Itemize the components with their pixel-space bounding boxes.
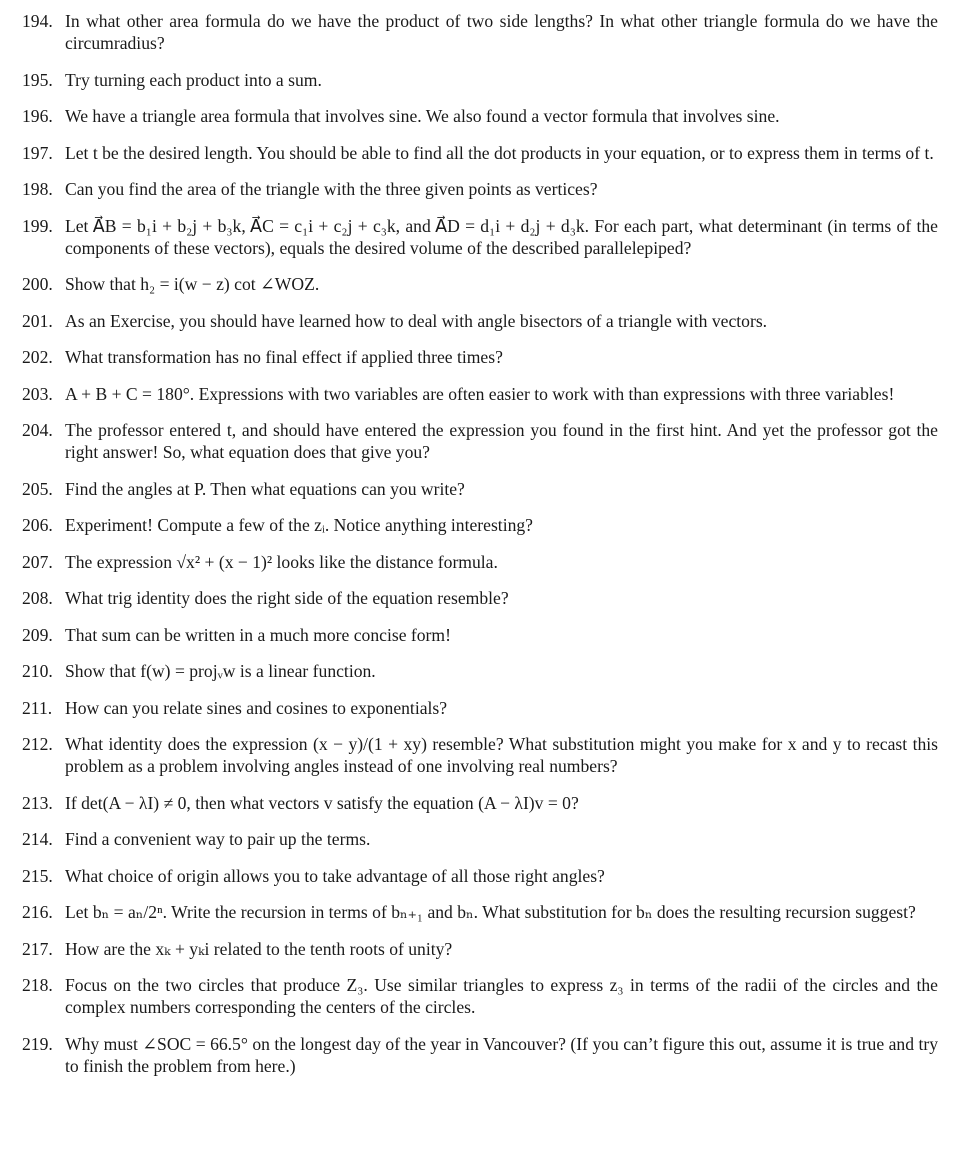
hint-text: What identity does the expression (x − y)/(1 + xy) resemble? What substitution might you make for x and y to recast this problem as a problem involving angles instead of one involving real numbers? (65, 734, 938, 776)
hint-item (22, 865, 938, 887)
hint-number: 214. (22, 829, 53, 849)
hint-item (22, 273, 938, 295)
hint-text: Show that f(w) = projᵥw is a linear function. (65, 661, 376, 681)
hint-number: 194. (22, 11, 53, 31)
hint-number: 217. (22, 938, 53, 959)
hint-list (22, 10, 938, 1091)
hint-item (22, 1033, 938, 1077)
hint-text: Show that h₂ = i(w − z) cot ∠WOZ. (65, 274, 320, 294)
hint-item (22, 660, 938, 682)
hint-text: The professor entered t, and should have entered the expression you found in the first hint. And yet the professor got the right answer! So, what equation does that give you? (65, 420, 938, 462)
hint-item (22, 733, 938, 777)
hint-item (22, 178, 938, 200)
hint-number: 210. (22, 661, 53, 681)
hint-item (22, 310, 938, 332)
hint-number: 208. (22, 588, 53, 608)
hint-number: 216. (22, 902, 53, 922)
hint-text: What trig identity does the right side of the equation resemble? (65, 588, 509, 608)
hint-text: Let bₙ = aₙ/2ⁿ. Write the recursion in terms of bₙ₊₁ and bₙ. What substitution for bₙ does the resulting recursion suggest? (65, 902, 916, 922)
hint-number: 202. (22, 347, 53, 367)
hint-number: 197. (22, 142, 53, 163)
hint-text: Why must ∠SOC = 66.5° on the longest day of the year in Vancouver? (If you can’t figure this out, assume it is true and try to finish the problem from here.) (65, 1033, 938, 1076)
hint-number: 205. (22, 478, 53, 499)
hint-number: 204. (22, 420, 53, 440)
hint-item (22, 478, 938, 500)
hint-item (22, 514, 938, 536)
hint-text: A + B + C = 180°. Expressions with two variables are often easier to work with than expressions with three variables! (65, 383, 895, 404)
hint-item (22, 142, 938, 164)
hint-item (22, 901, 938, 923)
hint-number: 206. (22, 515, 53, 535)
hint-number: 218. (22, 975, 53, 995)
hint-number: 198. (22, 179, 53, 199)
hint-item (22, 624, 938, 646)
hint-number: 211. (22, 697, 53, 718)
hint-item (22, 792, 938, 814)
hint-number: 201. (22, 310, 53, 331)
hint-item (22, 828, 938, 850)
hint-item (22, 105, 938, 127)
hint-item (22, 551, 938, 573)
hint-text: Can you find the area of the triangle with the three given points as vertices? (65, 179, 598, 199)
hint-item (22, 419, 938, 463)
hint-item (22, 215, 938, 259)
hint-number: 195. (22, 69, 53, 90)
hint-number: 212. (22, 734, 53, 754)
hint-text: How are the xₖ + yₖi related to the tenth roots of unity? (65, 938, 453, 959)
hint-number: 209. (22, 624, 53, 645)
hint-number: 219. (22, 1033, 53, 1054)
hint-item (22, 346, 938, 368)
hint-number: 196. (22, 106, 53, 126)
hint-item (22, 10, 938, 54)
hint-number: 215. (22, 865, 53, 886)
hint-text: What choice of origin allows you to take advantage of all those right angles? (65, 865, 605, 886)
hint-number: 200. (22, 274, 53, 294)
hint-text: Find a convenient way to pair up the terms. (65, 829, 371, 849)
hint-text: Let A⃗B = b₁i + b₂j + b₃k, A⃗C = c₁i + c₂j + c₃k, and A⃗D = d₁i + d₂j + d₃k. For each part, what determinant (in terms of the components of these vectors), equals the desired volume of the described parallelepiped? (65, 215, 938, 258)
hint-item (22, 938, 938, 960)
hint-text: Find the angles at P. Then what equations can you write? (65, 478, 465, 499)
hint-text: If det(A − λI) ≠ 0, then what vectors v satisfy the equation (A − λI)v = 0? (65, 792, 579, 813)
hint-text: Experiment! Compute a few of the zᵢ. Notice anything interesting? (65, 515, 533, 535)
hint-text: What transformation has no final effect if applied three times? (65, 347, 503, 367)
hint-text: Focus on the two circles that produce Z₃. Use similar triangles to express z₃ in terms of the radii of the circles and the complex numbers corresponding the centers of the circles. (65, 975, 938, 1017)
hint-number: 213. (22, 792, 53, 813)
hint-item (22, 587, 938, 609)
hint-number: 207. (22, 551, 53, 572)
hint-item (22, 697, 938, 719)
hint-item (22, 383, 938, 405)
hint-text: The expression √x² + (x − 1)² looks like the distance formula. (65, 551, 498, 572)
hint-text: We have a triangle area formula that involves sine. We also found a vector formula that involves sine. (65, 106, 780, 126)
hint-number: 199. (22, 215, 53, 236)
hint-number: 203. (22, 383, 53, 404)
hint-text: That sum can be written in a much more concise form! (65, 624, 451, 645)
hint-text: As an Exercise, you should have learned how to deal with angle bisectors of a triangle with vectors. (65, 310, 768, 331)
hint-item (22, 69, 938, 91)
hint-text: How can you relate sines and cosines to exponentials? (65, 697, 448, 718)
hint-text: In what other area formula do we have the product of two side lengths? In what other triangle formula do we have the circumradius? (65, 11, 938, 53)
hint-text: Try turning each product into a sum. (65, 69, 322, 90)
hint-item (22, 974, 938, 1018)
hint-text: Let t be the desired length. You should be able to find all the dot products in your equation, or to express them in terms of t. (65, 142, 934, 163)
